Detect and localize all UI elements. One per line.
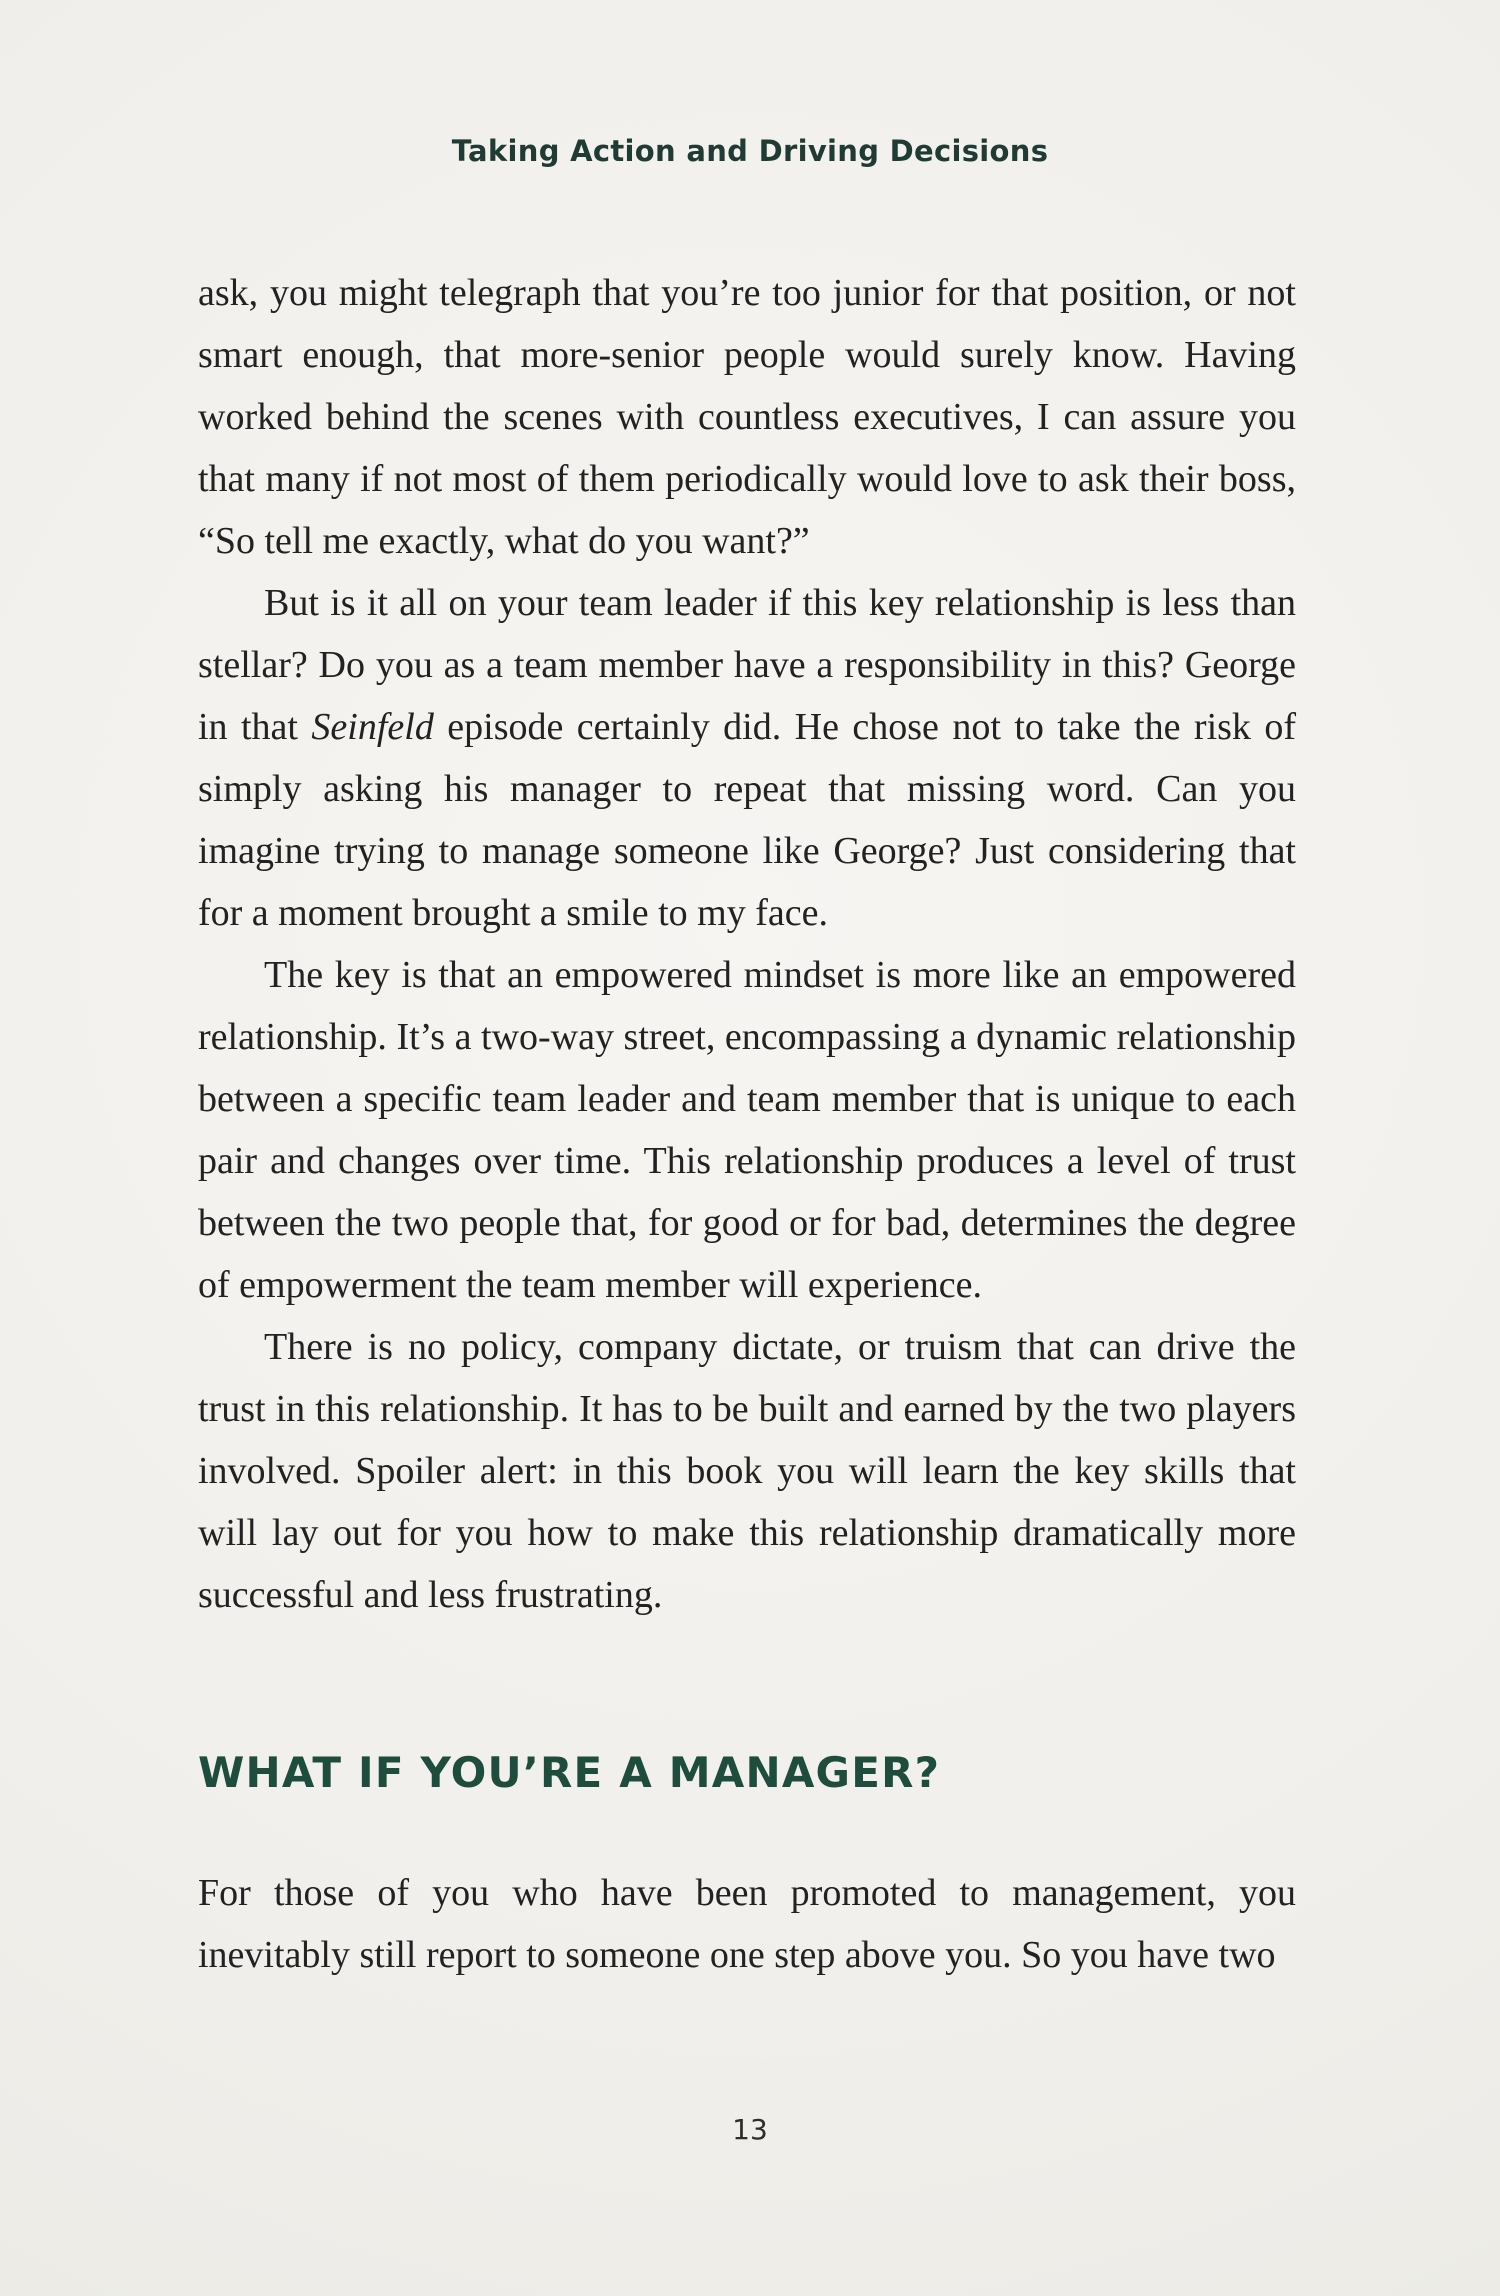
- section-heading: WHAT IF YOU’RE A MANAGER?: [198, 1748, 941, 1797]
- paragraph-text: But is it all on your team leader if this key relationship is less than stellar? Do you as a team member have a responsibility in this? George in that: [198, 582, 1296, 748]
- paragraph: For those of you who have been promoted to management, you inevitably still report to someone one step above you. So you have two: [198, 1872, 1296, 1976]
- running-head: Taking Action and Driving Decisions: [451, 134, 1049, 168]
- paragraph: The key is that an empowered mindset is more like an empowered relationship. It’s a two-way street, encompassing a dynamic relationship between a specific team leader and team member that is unique to each pair and changes over time. This relationship produces a level of trust between the two people that, for good or for bad, determines the degree of empowerment the team member will experience.: [198, 954, 1296, 1306]
- paragraph: ask, you might telegraph that you’re too junior for that position, or not smart enough, that more-senior people would surely know. Having worked behind the scenes with countless executives, I can assure you that many if not most of them periodically would love to ask their boss, “So tell me exactly, what do you want?”: [198, 272, 1296, 562]
- paragraph: [198, 572, 1296, 944]
- section-body: [198, 1862, 1296, 1986]
- paragraph-text: episode certainly did. He chose not to take the risk of simply asking his manager to repeat that missing word. Can you imagine trying to manage someone like George? Just considering that for a moment brought a smile to my face.: [198, 706, 1297, 934]
- paragraph: There is no policy, company dictate, or truism that can drive the trust in this relationship. It has to be built and earned by the two players involved. Spoiler alert: in this book you will learn the key skills that will lay out for you how to make this relationship dramatically more successful and less frustrating.: [198, 1326, 1296, 1616]
- body-text: [198, 262, 1296, 1626]
- page-number: 13: [732, 2113, 768, 2146]
- italic-title: Seinfeld: [311, 706, 434, 748]
